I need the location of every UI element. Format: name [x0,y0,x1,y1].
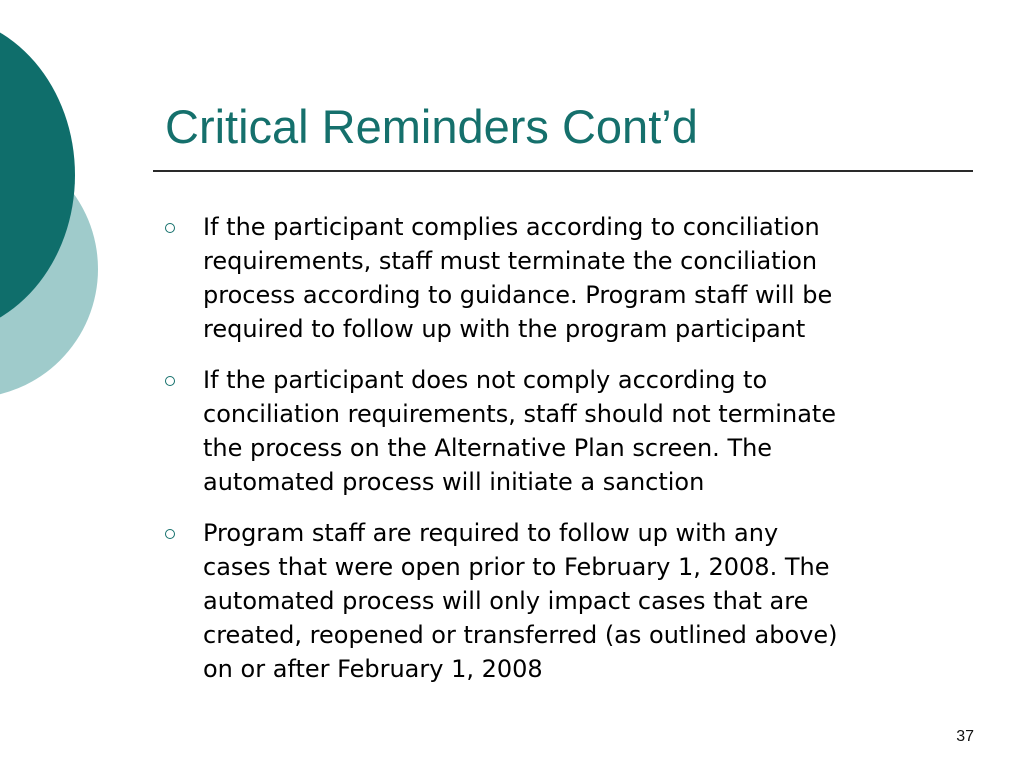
bullet-text: If the participant complies according to conciliation requirements, staff must terminate the conciliation process according to guidance. Program staff will be required to follow up with the program participant [203,213,833,343]
hollow-circle-bullet-icon [165,529,175,539]
bullet-list [160,210,990,703]
bullet-text: Program staff are required to follow up with any cases that were open prior to February 1, 2008. The automated process will only impact cases that are created, reopened or transferred (as outlined above) on or after February 1, 2008 [203,519,838,683]
bullet-text: If the participant does not comply according to conciliation requirements, staff should not terminate the process on the Alternative Plan screen. The automated process will initiate a sanction [203,366,837,496]
page-number: 37 [956,728,974,745]
slide-title: Critical Reminders Cont’d [165,100,698,153]
title-divider [153,170,973,172]
bullet-item [160,210,990,346]
hollow-circle-bullet-icon [165,223,175,233]
bullet-item [160,363,990,499]
bullet-item [160,516,990,686]
hollow-circle-bullet-icon [165,376,175,386]
